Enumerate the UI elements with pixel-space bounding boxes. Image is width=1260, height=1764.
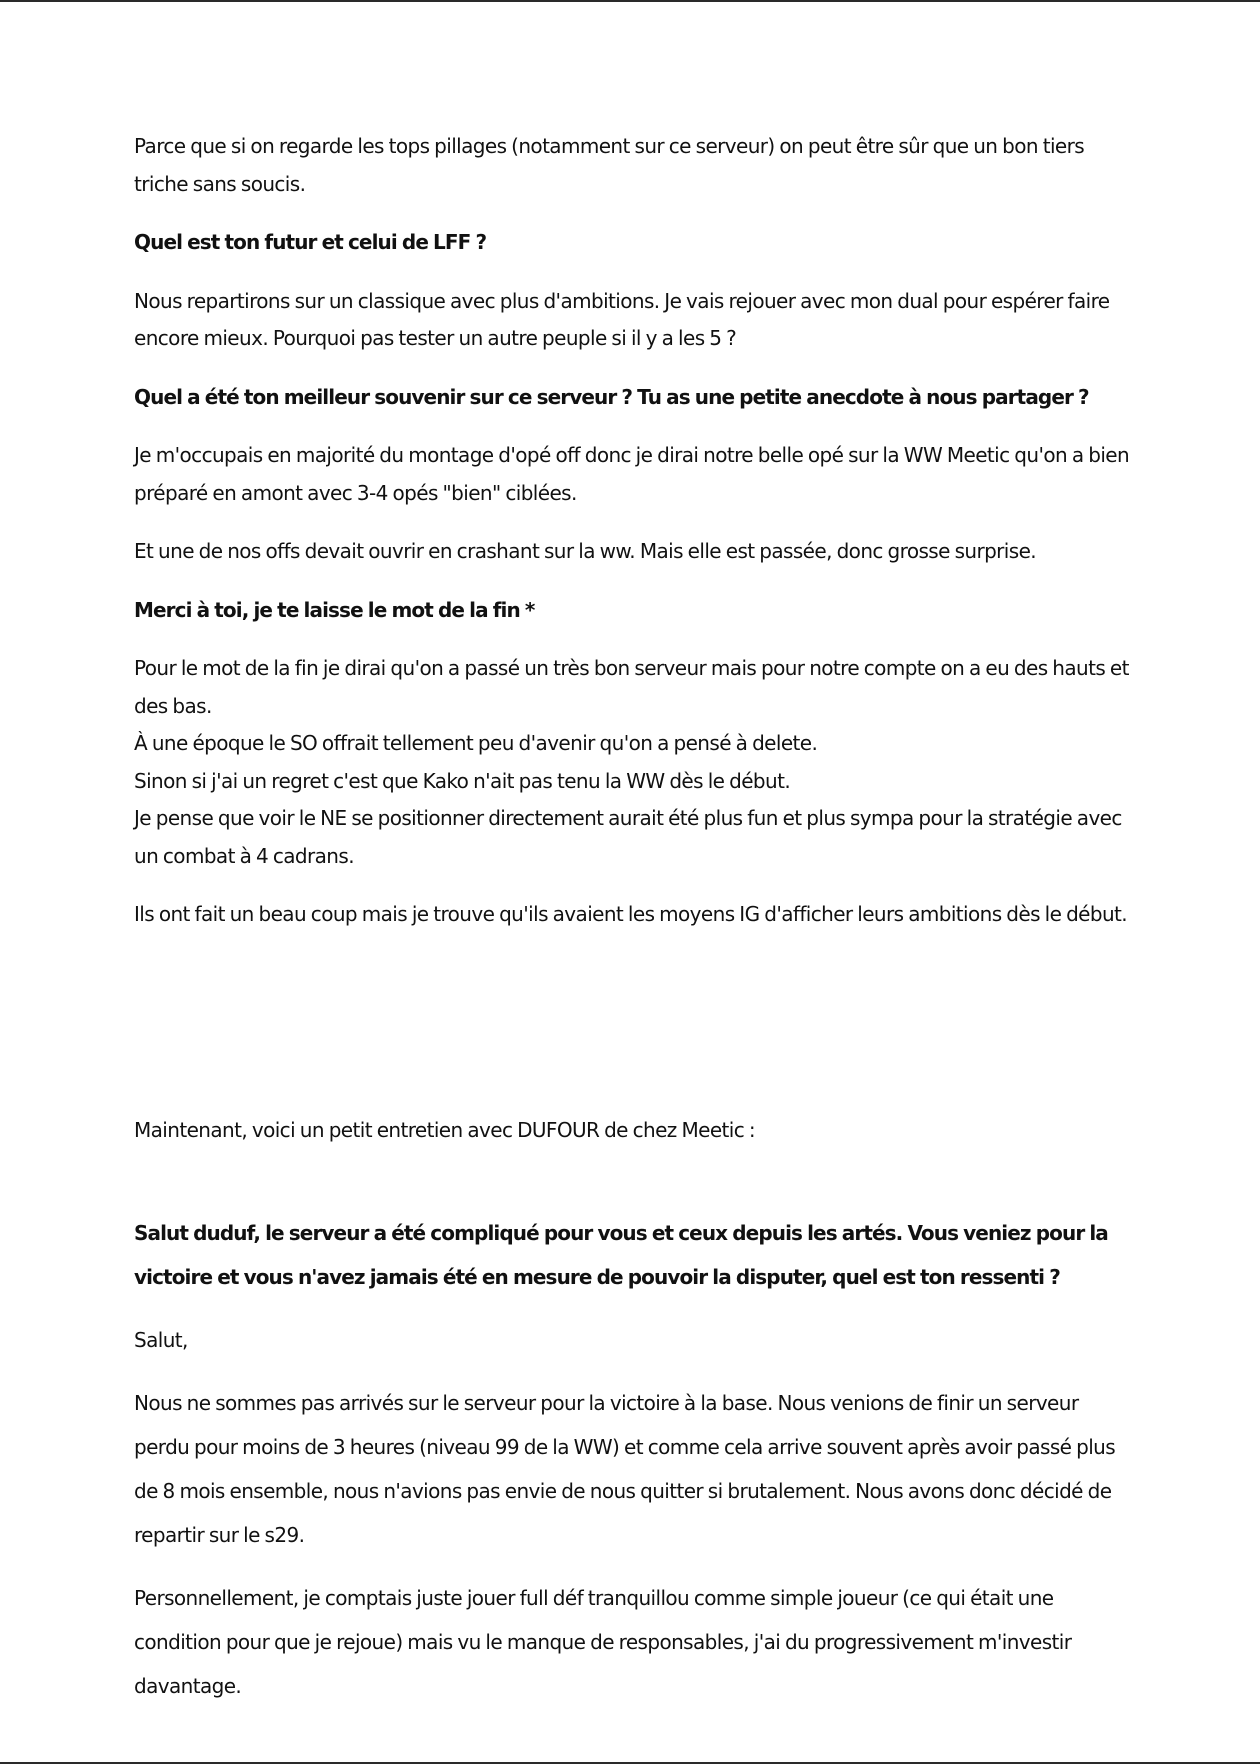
question-ressenti: Salut duduf, le serveur a été compliqué pour vous et ceux depuis les artés. Vous veniez pour la victoire et vous n'avez jamais été en mesure de pouvoir la disputer, quel est ton ressenti ? xyxy=(134,1221,1108,1289)
answer-futur-paragraph: Nous repartirons sur un classique avec plus d'ambitions. Je vais rejouer avec mon dual pour espérer faire encore mieux. Pourquoi pas tester un autre peuple si il y a les 5 ? xyxy=(134,288,1110,350)
question-mot-de-la-fin: Merci à toi, je te laisse le mot de la fin * xyxy=(134,597,535,622)
interview-intro: Maintenant, voici un petit entretien avec DUFOUR de chez Meetic : xyxy=(134,1117,756,1142)
answer-fin-block xyxy=(134,650,1134,875)
answer-fin-line-2: À une époque le SO offrait tellement peu d'avenir qu'on a pensé à delete. xyxy=(134,731,818,755)
answer-souvenir-paragraph-2: Et une de nos offs devait ouvrir en crashant sur la ww. Mais elle est passée, donc grosse surprise. xyxy=(134,539,1037,563)
answer-fin-line-3: Sinon si j'ai un regret c'est que Kako n'ait pas tenu la WW dès le début. xyxy=(134,768,791,793)
answer-intro-paragraph: Parce que si on regarde les tops pillages (notamment sur ce serveur) on peut être sûr que un bon tiers triche sans soucis. xyxy=(134,134,1085,196)
answer-ressenti-paragraph-1: Nous ne sommes pas arrivés sur le serveur pour la victoire à la base. Nous venions de finir un serveur perdu pour moins de 3 heures (niveau 99 de la WW) et comme cela arrive souvent après avoir passé plus de 8 mois ensemble, nous n'avions pas envie de nous quitter si brutalement. Nous avons donc décidé de repartir sur le s29. xyxy=(134,1391,1116,1547)
answer-fin-paragraph-5: Ils ont fait un beau coup mais je trouve qu'ils avaient les moyens IG d'afficher leurs ambitions dès le début. xyxy=(134,902,1128,926)
question-futur: Quel est ton futur et celui de LFF ? xyxy=(134,230,487,254)
answer-fin-line-4: Je pense que voir le NE se positionner directement aurait été plus fun et plus sympa pour la stratégie avec un combat à 4 cadrans. xyxy=(134,806,1122,868)
answer-souvenir-paragraph-1: Je m'occupais en majorité du montage d'opé off donc je dirai notre belle opé sur la WW Meetic qu'on a bien préparé en amont avec 3-4 opés "bien" ciblées. xyxy=(134,443,1130,505)
document-content xyxy=(134,128,1134,1708)
answer-salut: Salut, xyxy=(134,1328,188,1352)
question-souvenir: Quel a été ton meilleur souvenir sur ce serveur ? Tu as une petite anecdote à nous partager ? xyxy=(134,384,1089,409)
answer-ressenti-paragraph-2: Personnellement, je comptais juste jouer full déf tranquillou comme simple joueur (ce qui était une condition pour que je rejoue) mais vu le manque de responsables, j'ai du progressivement m'investir davantage. xyxy=(134,1586,1072,1698)
answer-fin-line-1: Pour le mot de la fin je dirai qu'on a passé un très bon serveur mais pour notre compte on a eu des hauts et des bas. xyxy=(134,656,1129,718)
